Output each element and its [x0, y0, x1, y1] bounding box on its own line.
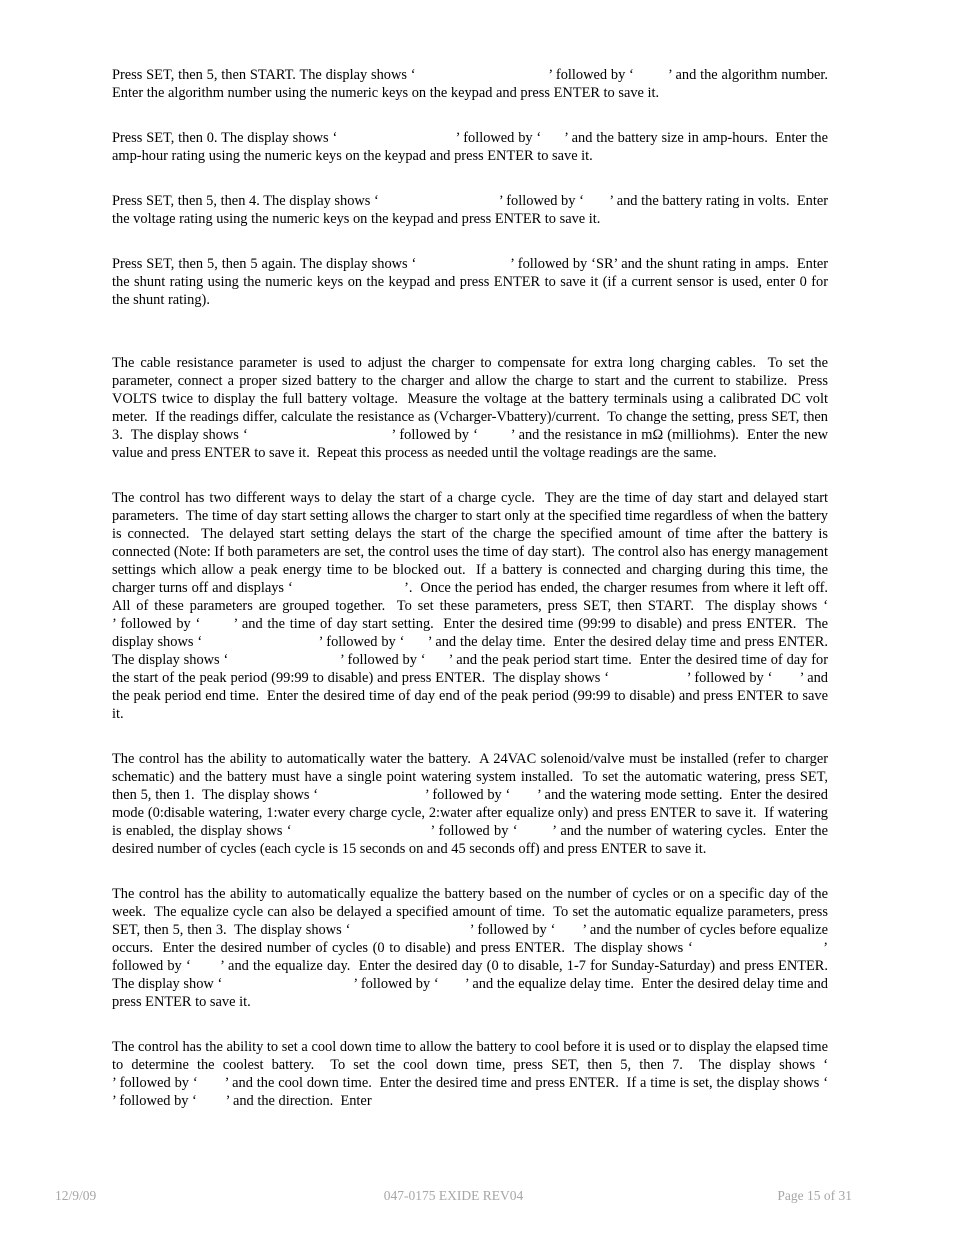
footer-page-number: Page 15 of 31	[777, 1188, 852, 1203]
paragraph-delay-start: The control has two different ways to delay the start of a charge cycle. They are the time of day start and delayed start parameters. The time of day start setting allows the charger to start only at the specified time regardless of when the battery is connected. The delayed start setting delays the start of the charge the specified amount of time after the battery is connected (Note: If both parameters are set, the control uses the time of day start). The control also has energy management settings which allow a peak energy time to be blocked out. If a battery is connected and charging during this time, the charger turns off and displays ‘ ’. Once the period has ended, the charger resumes from where it left off. All of these parameters are grouped together. To set these parameters, press SET, then START. The display shows ‘ ’ followed by ‘ ’ and the time of day start setting. Enter the desired time (99:99 to disable) and press ENTER. The display shows ‘ ’ followed by ‘ ’ and the delay time. Enter the desired delay time and press ENTER. The display shows ‘ ’ followed by ‘ ’ and the peak period start time. Enter the desired time of day for the start of the peak period (99:99 to disable) and press ENTER. The display shows ‘ ’ followed by ‘ ’ and the peak period end time. Enter the desired time of day end of the peak period (99:99 to disable) and press ENTER to save it.	[112, 490, 947, 722]
paragraph-watering: The control has the ability to automatically water the battery. A 24VAC solenoid/valve must be installed (refer to charger schematic) and the battery must have a single point watering system installed. To set the automatic watering, press SET, then 5, then 1. The display shows ‘ ’ followed by ‘ ’ and the watering mode setting. Enter the desired mode (0:disable watering, 1:water every charge cycle, 2:water after equalize only) and press ENTER to save it. If watering is enabled, the display shows ‘ ’ followed by ‘ ’ and the number of watering cycles. Enter the desired number of cycles (each cycle is 15 seconds on and 45 seconds off) and press ENTER to save it.	[112, 751, 832, 857]
footer-document-number: 047-0175 EXIDE REV04	[383, 1188, 524, 1203]
page-body	[112, 66, 954, 1110]
paragraph-shunt: Press SET, then 5, then 5 again. The display shows ‘ ’ followed by ‘SR’ and the shunt rating in amps. Enter the shunt rating using the numeric keys on the keypad and press ENTER to save it (if a current sensor is used, enter 0 for the shunt rating).	[112, 256, 832, 308]
paragraph-equalize: The control has the ability to automatically equalize the battery based on the number of cycles or on a specific day of the week. The equalize cycle can also be delayed a specified amount of time. To set the automatic equalize parameters, press SET, then 5, then 3. The display shows ‘ ’ followed by ‘ ’ and the number of cycles before equalize occurs. Enter the desired number of cycles (0 to disable) and press ENTER. The display shows ‘ ’ followed by ‘ ’ and the equalize day. Enter the desired day (0 to disable, 1-7 for Sunday-Saturday) and press ENTER. The display show ‘ ’ followed by ‘ ’ and the equalize delay time. Enter the desired delay time and press ENTER to save it.	[112, 886, 836, 1010]
paragraph-algorithm: Press SET, then 5, then START. The display shows ‘ ’ followed by ‘ ’ and the algorithm number. Enter the algorithm number using the numeric keys on the keypad and press ENTER to save it.	[112, 67, 836, 101]
footer-date: 12/9/09	[55, 1188, 97, 1203]
paragraph-cable-resistance: The cable resistance parameter is used to adjust the charger to compensate for extra long charging cables. To set the parameter, connect a proper sized battery to the charger and allow the charge to start and the current to stabilize. Press VOLTS twice to display the full battery voltage. Measure the voltage at the battery terminals using a calibrated DC volt meter. If the readings differ, calculate the resistance as (Vcharger-Vbattery)/current. To change the setting, press SET, then 3. The display shows ‘ ’ followed by ‘ ’ and the resistance in mΩ (milliohms). Enter the new value and press ENTER to save it. Repeat this process as needed until the voltage readings are the same.	[112, 355, 832, 461]
paragraph-volts: Press SET, then 5, then 4. The display shows ‘ ’ followed by ‘ ’ and the battery rating in volts. Enter the voltage rating using the numeric keys on the keypad and press ENTER to save it.	[112, 193, 832, 227]
paragraph-amp-hours: Press SET, then 0. The display shows ‘ ’ followed by ‘ ’ and the battery size in amp-hours. Enter the amp-hour rating using the numeric keys on the keypad and press ENTER to save it.	[112, 130, 832, 164]
paragraph-cool-down: The control has the ability to set a cool down time to allow the battery to cool before it is used or to display the elapsed time to determine the coolest battery. To set the cool down time, press SET, then 5, then 7. The display shows ‘ ’ followed by ‘ ’ and the cool down time. Enter the desired time and press ENTER. If a time is set, the display shows ‘ ’ followed by ‘ ’ and the direction. Enter	[112, 1039, 954, 1109]
